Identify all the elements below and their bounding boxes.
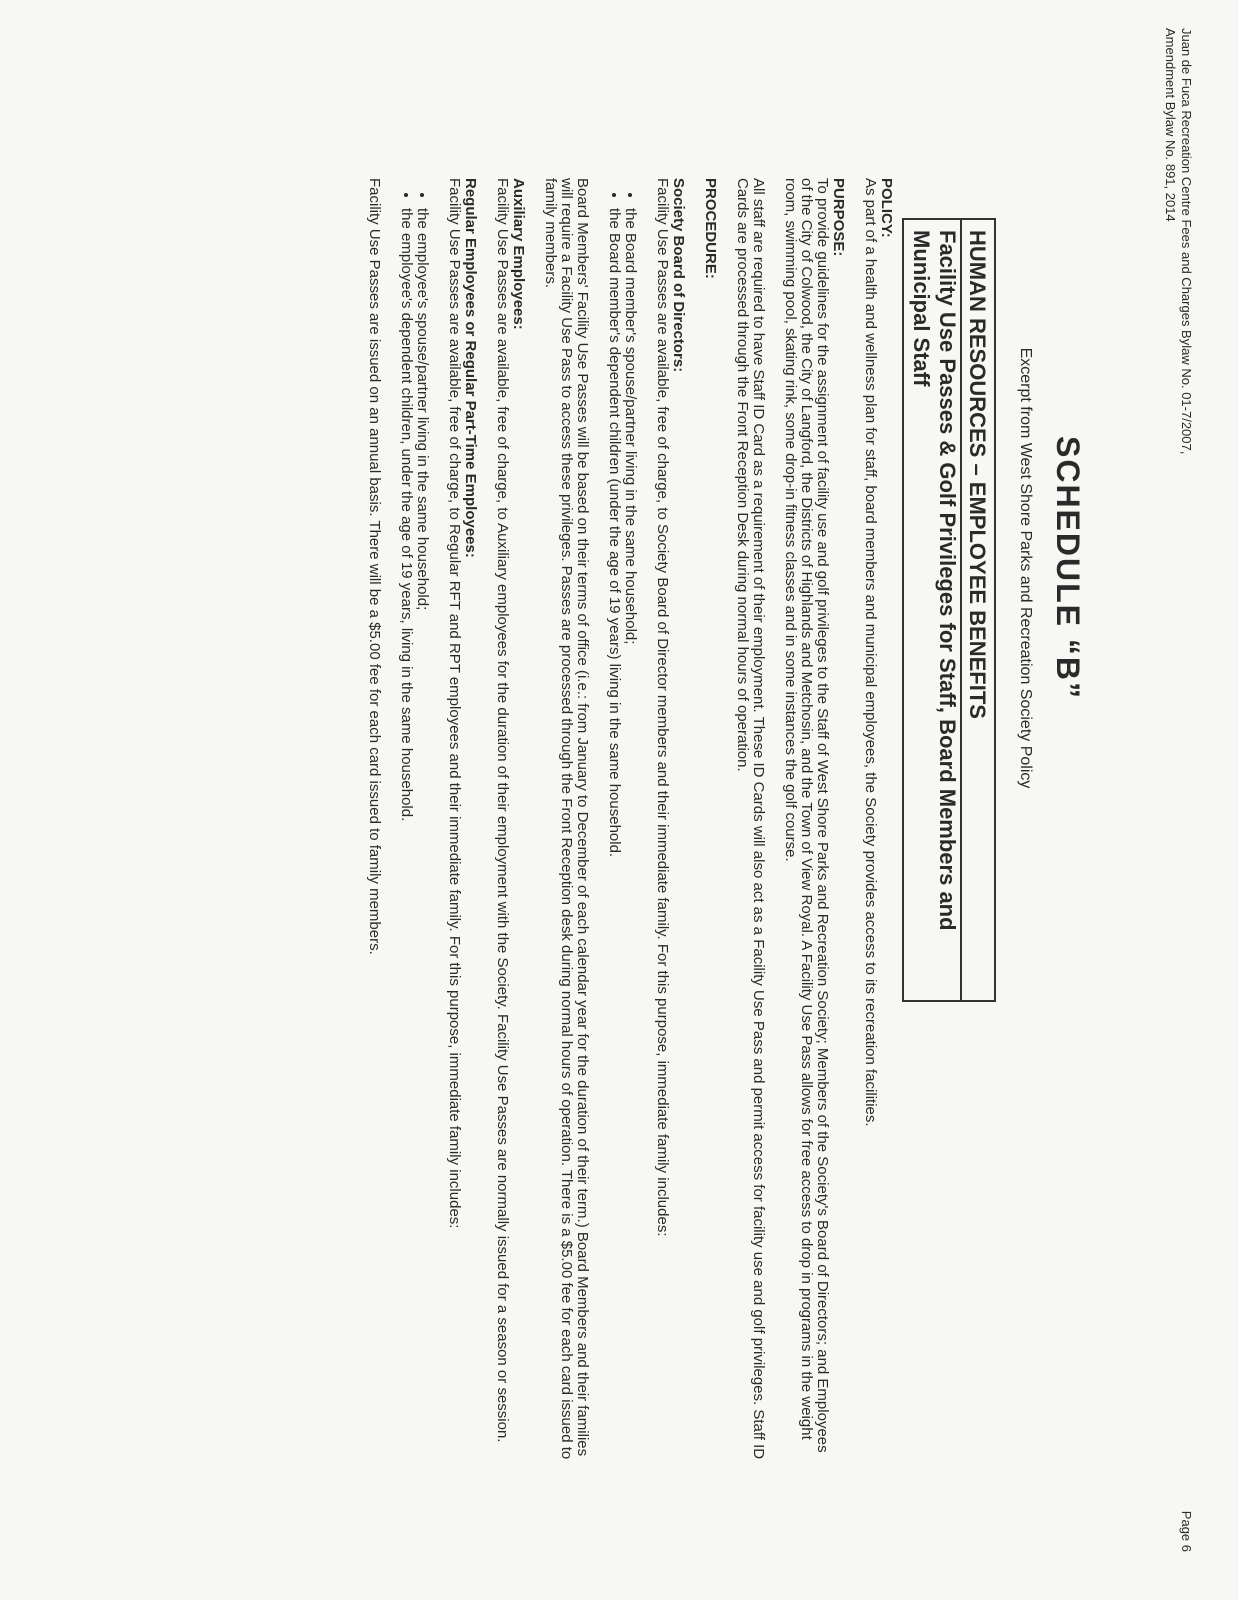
purpose-heading: PURPOSE: xyxy=(830,178,847,257)
list-item: • the Board member's spouse/partner living in the same household; xyxy=(622,208,638,1468)
list-item: • the employee's dependent children, under the age of 19 years, living in the same household. xyxy=(398,208,414,1468)
schedule-title: SCHEDULE “B” xyxy=(1050,435,1086,700)
policy-title-box xyxy=(902,218,996,1002)
auxiliary-text: Facility Use Passes are available, free of charge, to Auxiliary employees for the duration of their employment with the Society. Facility Use Passes are normally issued for a season or session. xyxy=(494,178,511,1443)
board-text: Facility Use Passes are available, free of charge, to Society Board of Director members and their immediate family. For this purpose, immediate family includes: xyxy=(654,178,671,1237)
list-item: • the Board member's dependent children (under the age of 19 years) living in the same household. xyxy=(606,208,622,1468)
bylaw-header-line2: Amendment Bylaw No. 891, 2014 xyxy=(1163,28,1178,222)
procedure-heading: PROCEDURE: xyxy=(702,178,719,279)
list-item: • the employee's spouse/partner living in the same household; xyxy=(414,208,430,1468)
board-heading: Society Board of Directors: xyxy=(670,178,687,373)
policy-heading: POLICY: xyxy=(878,178,895,238)
regular-bullets xyxy=(398,178,430,1468)
regular-text: Facility Use Passes are available, free of charge, to Regular RFT and RPT employees and their immediate family. For this purpose, immediate family includes: xyxy=(446,178,463,1229)
excerpt-line: Excerpt from West Shore Parks and Recreation Society Policy xyxy=(1017,347,1034,789)
bylaw-header xyxy=(1162,28,1194,454)
regular-heading: Regular Employees or Regular Part-Time Employees: xyxy=(462,178,479,558)
regular-text-2: Facility Use Passes are issued on an annual basis. There will be a $5.00 fee for each card issued to family members. xyxy=(366,178,383,955)
document-body xyxy=(350,178,894,1468)
page-number: Page 6 xyxy=(1179,1510,1194,1552)
bylaw-header-line1: Juan de Fuca Recreation Centre Fees and Charges Bylaw No. 01-7/2007, xyxy=(1179,28,1194,455)
policy-text: As part of a health and wellness plan for staff, board members and municipal employees, the Society provides access to its recreation facilities. xyxy=(862,178,879,1127)
document-page xyxy=(44,18,1194,1582)
purpose-text: To provide guidelines for the assignment of facility use and golf privileges to the Staff of West Shore Parks and Recreation Society; Members of the Society's Board of Directors; and Employees of the City of Colwood, the City of Langford, the Districts of Highlands and Metchosin, and the Town of View Royal. A Facility Use Pass allows for free access to drop in programs in the weight room, swimming pool, skating rink, some drop-in fitness classes and in some instances the golf course. xyxy=(782,178,831,1453)
board-text-2: Board Members' Facility Use Passes will be based on their terms of office (i.e.: from January to December of each calendar year for the duration of their term.) Board Members and their families will require a Facility Use Pass to access these privileges. Passes are processed through the Front Reception desk during normal hours of operation. There is a $5.00 fee for each card issued to family members. xyxy=(542,178,591,1460)
board-bullets xyxy=(606,178,638,1468)
staff-id-text: All staff are required to have Staff ID Card as a requirement of their employment. These ID Cards will also act as a Facility Use Pass and permit access for facility use and golf privileges. Staff ID Cards are processed through the Front Reception Desk during normal hours of operation. xyxy=(734,178,767,1460)
auxiliary-heading: Auxiliary Employees: xyxy=(510,178,527,330)
policy-title-line1: HUMAN RESOURCES – EMPLOYEE BENEFITS xyxy=(960,220,990,1000)
policy-title-line2: Facility Use Passes & Golf Privileges for Staff, Board Members and Municipal Staff xyxy=(909,230,960,931)
